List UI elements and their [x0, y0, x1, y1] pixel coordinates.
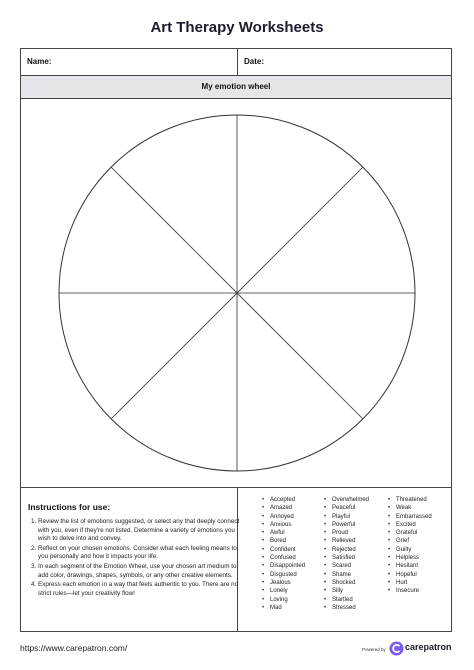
emotion-item: • Shocked — [324, 579, 369, 587]
instructions-heading: Instructions for use: — [28, 502, 111, 512]
emotion-item: • Weak — [388, 504, 432, 512]
instruction-step: 2. Reflect on your chosen emotions. Consider what each feeling means to you personally and how it impacts your life. — [38, 545, 242, 562]
emotions-column-3 — [388, 496, 432, 596]
emotion-item: • Anxious — [262, 521, 305, 529]
emotion-item: • Hopeful — [388, 571, 432, 579]
emotion-item: • Stressed — [324, 604, 369, 612]
emotion-item: • Amazed — [262, 504, 305, 512]
emotion-item: • Overwhelmed — [324, 496, 369, 504]
emotions-panel — [238, 488, 451, 632]
emotion-wheel-area[interactable] — [21, 99, 451, 537]
emotion-item: • Confused — [262, 554, 305, 562]
emotion-item: • Awful — [262, 529, 305, 537]
section-banner: My emotion wheel — [21, 76, 451, 99]
emotions-column-1 — [262, 496, 305, 612]
emotion-item: • Rejected — [324, 546, 369, 554]
emotion-item: • Playful — [324, 513, 369, 521]
emotion-item: • Proud — [324, 529, 369, 537]
instruction-step: 4. Express each emotion in a way that feels authentic to you. There are no strict rules—let your creativity flow! — [38, 581, 242, 598]
emotion-item: • Lonely — [262, 587, 305, 595]
emotion-item: • Shame — [324, 571, 369, 579]
fields-row — [21, 49, 451, 76]
emotion-item: • Helpless — [388, 554, 432, 562]
name-label: Name: — [27, 57, 52, 66]
emotion-item: • Bored — [262, 537, 305, 545]
instruction-step: 3. In each segment of the Emotion Wheel, use your chosen art medium to add color, drawings, shapes, symbols, or any other creative elements. — [38, 563, 242, 580]
emotion-item: • Peaceful — [324, 504, 369, 512]
emotion-item: • Disgusted — [262, 571, 305, 579]
emotion-item: • Relieved — [324, 537, 369, 545]
emotion-item: • Disappointed — [262, 562, 305, 570]
emotion-item: • Mad — [262, 604, 305, 612]
emotion-item: • Guilty — [388, 546, 432, 554]
emotion-item: • Grief — [388, 537, 432, 545]
emotion-item: • Annoyed — [262, 513, 305, 521]
powered-by-label: Powered by — [362, 647, 386, 652]
instructions-list — [28, 518, 242, 599]
emotion-wheel[interactable] — [21, 99, 451, 487]
emotion-item: • Startled — [324, 596, 369, 604]
emotion-item: • Embarrassed — [388, 513, 432, 521]
emotion-item: • Hurt — [388, 579, 432, 587]
emotion-item: • Grateful — [388, 529, 432, 537]
date-label: Date: — [244, 57, 265, 66]
brand-name: carepatron — [405, 642, 452, 652]
worksheet-frame — [20, 48, 452, 632]
emotion-item: • Scared — [324, 562, 369, 570]
emotion-item: • Satisfied — [324, 554, 369, 562]
carepatron-logo-icon — [389, 641, 404, 656]
emotion-item: • Powerful — [324, 521, 369, 529]
date-field[interactable] — [238, 49, 451, 75]
emotion-item: • Jealous — [262, 579, 305, 587]
emotion-item: • Confident — [262, 546, 305, 554]
footer-url-link[interactable]: https://www.carepatron.com/ — [20, 643, 128, 653]
emotion-item: • Loving — [262, 596, 305, 604]
name-field[interactable] — [21, 49, 238, 75]
bottom-section — [21, 487, 451, 632]
page-title: Art Therapy Worksheets — [150, 19, 324, 36]
emotion-item: • Hesitant — [388, 562, 432, 570]
emotion-item: • Excited — [388, 521, 432, 529]
emotion-item: • Threatened — [388, 496, 432, 504]
instructions-panel — [21, 488, 238, 632]
emotions-column-2 — [324, 496, 369, 612]
instruction-step: 1. Review the list of emotions suggested, or select any that deeply connect with you, even if they're not listed. Determine a variety of emotions you wish to delve into and convey. — [38, 518, 242, 544]
emotion-item: • Accepted — [262, 496, 305, 504]
emotion-item: • Silly — [324, 587, 369, 595]
emotion-item: • Insecure — [388, 587, 432, 595]
